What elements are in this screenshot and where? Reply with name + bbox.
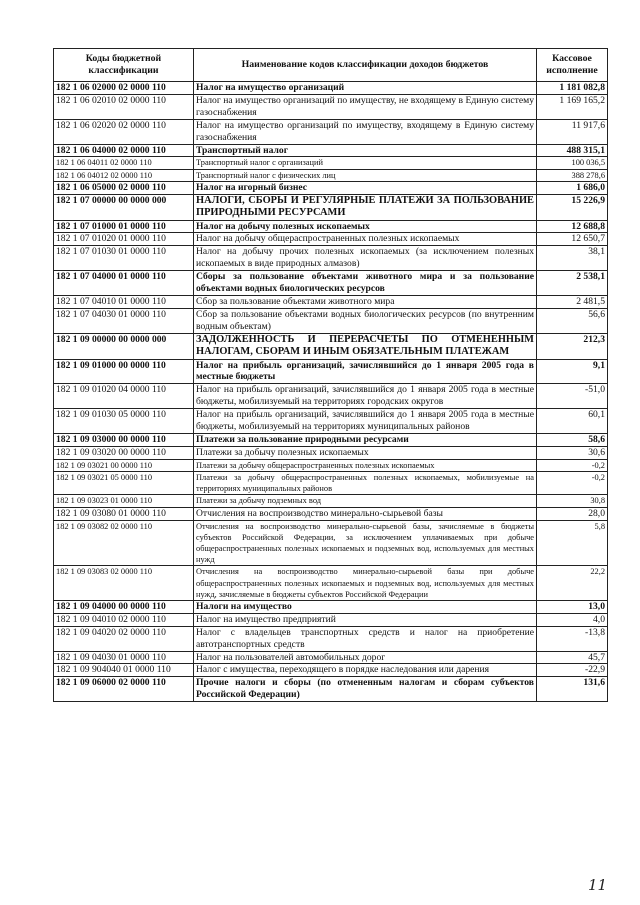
table-row xyxy=(54,507,608,520)
row-amount: 2 481,5 xyxy=(537,296,608,309)
row-amount: 4,0 xyxy=(537,613,608,626)
row-name: Налог на пользователей автомобильных дорог xyxy=(194,651,537,664)
row-amount: -13,8 xyxy=(537,626,608,651)
row-name: Налог на игорный бизнес xyxy=(194,181,537,194)
row-name: Налог на имущество организаций xyxy=(194,82,537,95)
row-code: 182 1 09 04010 02 0000 110 xyxy=(54,613,194,626)
table-row xyxy=(54,471,608,494)
table-row xyxy=(54,495,608,507)
row-name: Налог на добычу полезных ископаемых xyxy=(194,220,537,233)
row-name: Налоги на имущество xyxy=(194,600,537,613)
row-amount: 1 169 165,2 xyxy=(537,94,608,119)
page-number: 11 xyxy=(588,876,608,894)
row-code: 182 1 09 06000 02 0000 110 xyxy=(54,677,194,702)
row-amount: 212,3 xyxy=(537,333,608,359)
row-code: 182 1 09 03023 01 0000 110 xyxy=(54,495,194,507)
revenue-table xyxy=(53,48,608,702)
table-row xyxy=(54,333,608,359)
row-code: 182 1 09 01000 00 0000 110 xyxy=(54,359,194,384)
table-row xyxy=(54,220,608,233)
table-row xyxy=(54,82,608,95)
row-code: 182 1 06 02000 02 0000 110 xyxy=(54,82,194,95)
row-code: 182 1 09 03021 00 0000 110 xyxy=(54,459,194,471)
table-row xyxy=(54,181,608,194)
row-name: Сбор за пользование объектами животного мира xyxy=(194,296,537,309)
row-code: 182 1 06 02010 02 0000 110 xyxy=(54,94,194,119)
header-name: Наименование кодов классификации доходов бюджетов xyxy=(194,49,537,82)
table-row xyxy=(54,169,608,181)
table-row xyxy=(54,359,608,384)
table-row xyxy=(54,144,608,157)
row-name: Платежи за добычу общераспространенных полезных ископаемых xyxy=(194,459,537,471)
row-name: Транспортный налог xyxy=(194,144,537,157)
table-row xyxy=(54,157,608,169)
row-code: 182 1 06 02020 02 0000 110 xyxy=(54,119,194,144)
row-name: Отчисления на воспроизводство минерально-сырьевой базы, зачисляемые в бюджеты субъектов Российской Федерации, за исключением уплачиваемых при добыче общераспространенных полезных ископаемых и подземных вод, используемых для местных нужд xyxy=(194,520,537,566)
row-name: Прочие налоги и сборы (по отмененным налогам и сборам субъектов Российской Федерации) xyxy=(194,677,537,702)
table-row xyxy=(54,651,608,664)
row-amount: 11 917,6 xyxy=(537,119,608,144)
row-code: 182 1 06 04012 02 0000 110 xyxy=(54,169,194,181)
row-code: 182 1 09 03080 01 0000 110 xyxy=(54,507,194,520)
row-name: ЗАДОЛЖЕННОСТЬ И ПЕРЕРАСЧЕТЫ ПО ОТМЕНЕННЫМ НАЛОГАМ, СБОРАМ И ИНЫМ ОБЯЗАТЕЛЬНЫМ ПЛАТЕЖАМ xyxy=(194,333,537,359)
row-code: 182 1 07 04030 01 0000 110 xyxy=(54,308,194,333)
row-amount: 5,8 xyxy=(537,520,608,566)
row-code: 182 1 06 05000 02 0000 110 xyxy=(54,181,194,194)
row-amount: 60,1 xyxy=(537,409,608,434)
row-name: Платежи за пользование природными ресурсами xyxy=(194,433,537,446)
row-amount: 30,8 xyxy=(537,495,608,507)
row-code: 182 1 09 04020 02 0000 110 xyxy=(54,626,194,651)
row-code: 182 1 09 04000 00 0000 110 xyxy=(54,600,194,613)
row-code: 182 1 09 03021 05 0000 110 xyxy=(54,471,194,494)
row-code: 182 1 06 04000 02 0000 110 xyxy=(54,144,194,157)
row-name: Отчисления на воспроизводство минерально-сырьевой базы при добыче общераспространенных полезных ископаемых и подземных вод, используемых для местных нужд, зачисляемые в бюджеты субъектов Российской Федерации xyxy=(194,566,537,601)
row-name: Налог на прибыль организаций, зачислявшийся до 1 января 2005 года в местные бюджеты xyxy=(194,359,537,384)
row-name: Налог на прибыль организаций, зачислявшийся до 1 января 2005 года в местные бюджеты, мобилизуемый на территориях муниципальных районов xyxy=(194,409,537,434)
table-row xyxy=(54,271,608,296)
table-row xyxy=(54,384,608,409)
row-name: Сборы за пользование объектами животного мира и за пользование объектами водных биологических ресурсов xyxy=(194,271,537,296)
row-name: Налог на имущество предприятий xyxy=(194,613,537,626)
table-row xyxy=(54,296,608,309)
row-code: 182 1 07 01030 01 0000 110 xyxy=(54,246,194,271)
row-amount: 12 650,7 xyxy=(537,233,608,246)
table-row xyxy=(54,233,608,246)
row-name: Платежи за добычу подземных вод xyxy=(194,495,537,507)
row-name: Налог на имущество организаций по имуществу, не входящему в Единую систему газоснабжения xyxy=(194,94,537,119)
row-amount: -22,9 xyxy=(537,664,608,677)
row-name: Налог на прибыль организаций, зачислявшийся до 1 января 2005 года в местные бюджеты, мобилизуемый на территориях городских округов xyxy=(194,384,537,409)
row-amount: 2 538,1 xyxy=(537,271,608,296)
row-code: 182 1 07 00000 00 0000 000 xyxy=(54,194,194,220)
row-code: 182 1 09 03020 00 0000 110 xyxy=(54,446,194,459)
row-code: 182 1 09 03000 00 0000 110 xyxy=(54,433,194,446)
row-name: Налог на добычу прочих полезных ископаемых (за исключением полезных ископаемых в виде природных алмазов) xyxy=(194,246,537,271)
row-code: 182 1 09 03082 02 0000 110 xyxy=(54,520,194,566)
header-amount: Кассовое исполнение xyxy=(537,49,608,82)
row-name: Налог на имущество организаций по имуществу, входящему в Единую систему газоснабжения xyxy=(194,119,537,144)
budget-document xyxy=(53,48,608,702)
table-row xyxy=(54,119,608,144)
row-amount: 30,6 xyxy=(537,446,608,459)
table-row xyxy=(54,409,608,434)
row-code: 182 1 06 04011 02 0000 110 xyxy=(54,157,194,169)
table-row xyxy=(54,246,608,271)
row-code: 182 1 09 904040 01 0000 110 xyxy=(54,664,194,677)
row-name: Налог на добычу общераспространенных полезных ископаемых xyxy=(194,233,537,246)
row-amount: 45,7 xyxy=(537,651,608,664)
table-body xyxy=(54,82,608,702)
row-name: Отчисления на воспроизводство минерально-сырьевой базы xyxy=(194,507,537,520)
table-row xyxy=(54,433,608,446)
row-amount: 15 226,9 xyxy=(537,194,608,220)
table-row xyxy=(54,446,608,459)
table-row xyxy=(54,566,608,601)
row-amount: 488 315,1 xyxy=(537,144,608,157)
table-row xyxy=(54,600,608,613)
row-code: 182 1 07 01020 01 0000 110 xyxy=(54,233,194,246)
row-amount: 1 181 082,8 xyxy=(537,82,608,95)
row-amount: 56,6 xyxy=(537,308,608,333)
table-row xyxy=(54,520,608,566)
table-row xyxy=(54,194,608,220)
row-name: НАЛОГИ, СБОРЫ И РЕГУЛЯРНЫЕ ПЛАТЕЖИ ЗА ПОЛЬЗОВАНИЕ ПРИРОДНЫМИ РЕСУРСАМИ xyxy=(194,194,537,220)
table-row xyxy=(54,664,608,677)
row-name: Транспортный налог с организаций xyxy=(194,157,537,169)
table-row xyxy=(54,94,608,119)
row-code: 182 1 09 01020 04 0000 110 xyxy=(54,384,194,409)
header-code: Коды бюджетной классификации xyxy=(54,49,194,82)
row-amount: 1 686,0 xyxy=(537,181,608,194)
row-amount: 131,6 xyxy=(537,677,608,702)
row-name: Платежи за добычу общераспространенных полезных ископаемых, мобилизуемые на территориях муниципальных районов xyxy=(194,471,537,494)
row-amount: 388 278,6 xyxy=(537,169,608,181)
row-amount: 100 036,5 xyxy=(537,157,608,169)
row-amount: -0,2 xyxy=(537,471,608,494)
row-code: 182 1 09 04030 01 0000 110 xyxy=(54,651,194,664)
row-amount: 12 688,8 xyxy=(537,220,608,233)
table-header-row xyxy=(54,49,608,82)
row-amount: 28,0 xyxy=(537,507,608,520)
row-code: 182 1 09 03083 02 0000 110 xyxy=(54,566,194,601)
row-name: Сбор за пользование объектами водных биологических ресурсов (по внутренним водным объектам) xyxy=(194,308,537,333)
row-amount: -51,0 xyxy=(537,384,608,409)
row-code: 182 1 07 04000 01 0000 110 xyxy=(54,271,194,296)
row-code: 182 1 09 01030 05 0000 110 xyxy=(54,409,194,434)
row-amount: 13,0 xyxy=(537,600,608,613)
row-amount: 9,1 xyxy=(537,359,608,384)
row-name: Платежи за добычу полезных ископаемых xyxy=(194,446,537,459)
row-amount: 58,6 xyxy=(537,433,608,446)
table-row xyxy=(54,677,608,702)
row-name: Налог с имущества, переходящего в порядке наследования или дарения xyxy=(194,664,537,677)
row-amount: -0,2 xyxy=(537,459,608,471)
row-code: 182 1 07 01000 01 0000 110 xyxy=(54,220,194,233)
row-code: 182 1 07 04010 01 0000 110 xyxy=(54,296,194,309)
table-row xyxy=(54,459,608,471)
table-row xyxy=(54,308,608,333)
row-name: Налог с владельцев транспортных средств и налог на приобретение автотранспортных средств xyxy=(194,626,537,651)
row-amount: 22,2 xyxy=(537,566,608,601)
row-name: Транспортный налог с физических лиц xyxy=(194,169,537,181)
table-row xyxy=(54,626,608,651)
row-amount: 38,1 xyxy=(537,246,608,271)
table-row xyxy=(54,613,608,626)
row-code: 182 1 09 00000 00 0000 000 xyxy=(54,333,194,359)
